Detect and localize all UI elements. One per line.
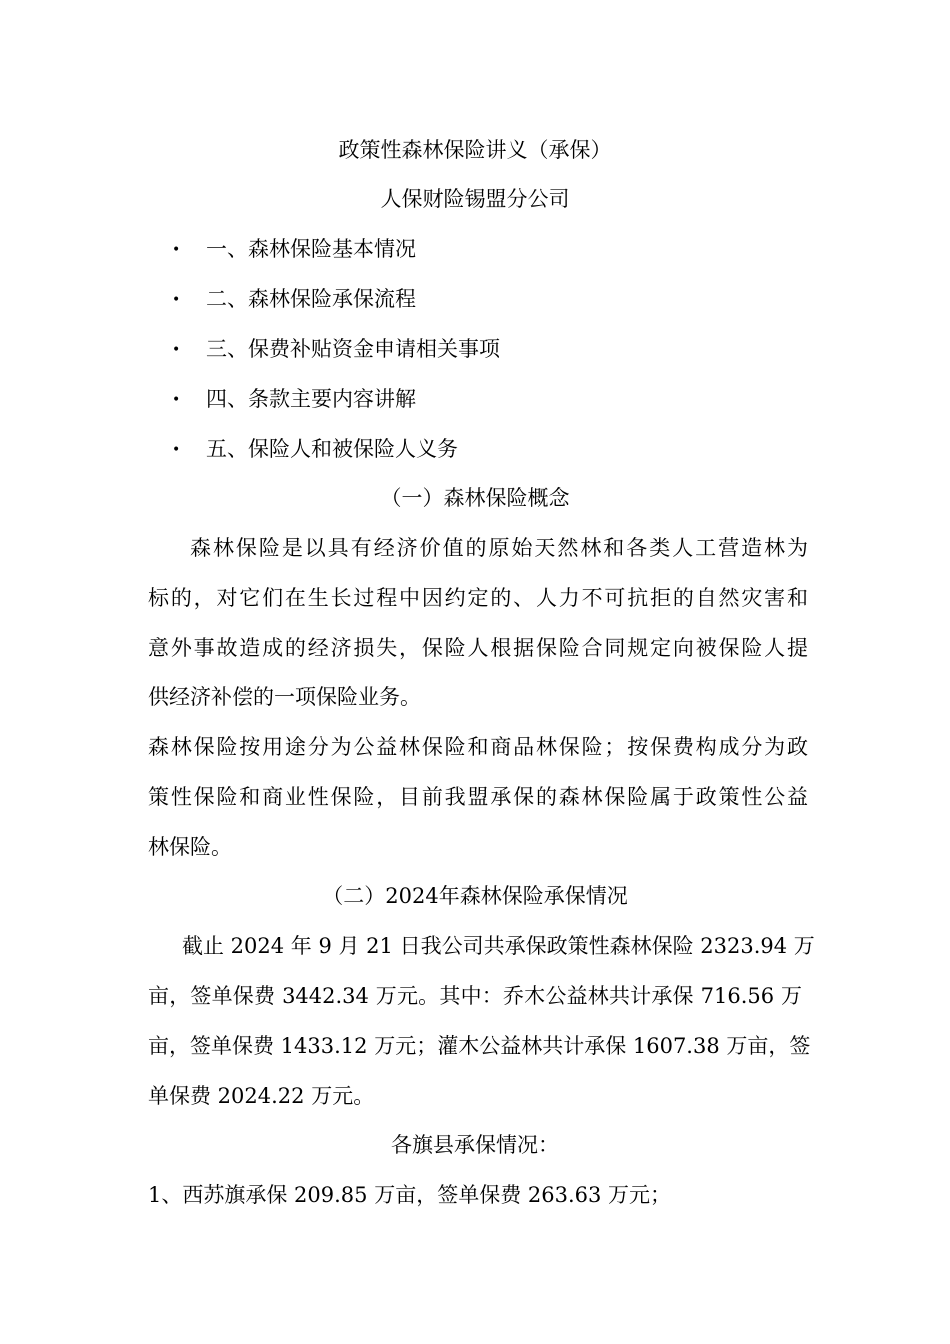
- bullet-icon: •: [172, 242, 181, 258]
- section2-para-line: 亩，签单保费 1433.12 万元；灌木公益林共计承保 1607.38 万亩，签: [148, 1034, 811, 1058]
- county-heading: 各旗县承保情况：: [391, 1133, 559, 1157]
- section2-para-line: 截止 2024 年 9 月 21 日我公司共承保政策性森林保险 2323.94 万: [182, 934, 815, 958]
- outline-item-4: [172, 384, 416, 415]
- outline-item-text: 二、森林保险承保流程: [206, 287, 416, 311]
- section1-para2-line: 林保险。: [148, 835, 232, 859]
- bullet-icon: •: [172, 292, 181, 308]
- bullet-icon: •: [172, 342, 181, 358]
- section1-para1-line: 供经济补偿的一项保险业务。: [148, 685, 421, 709]
- county-item: 1、西苏旗承保 209.85 万亩，签单保费 263.63 万元；: [148, 1183, 672, 1207]
- outline-item-1: [172, 234, 416, 265]
- outline-item-text: 四、条款主要内容讲解: [206, 387, 416, 411]
- outline-item-text: 五、保险人和被保险人义务: [206, 437, 458, 461]
- section1-para2-line: 森林保险按用途分为公益林保险和商品林保险；按保费构成分为政: [148, 735, 808, 759]
- section1-para2-line: 策性保险和商业性保险，目前我盟承保的森林保险属于政策性公益: [148, 785, 808, 809]
- section2-para-line: 亩，签单保费 3442.34 万元。其中：乔木公益林共计承保 716.56 万: [148, 984, 802, 1008]
- outline-item-2: [172, 284, 416, 315]
- outline-item-5: [172, 434, 458, 465]
- outline-item-text: 一、森林保险基本情况: [206, 237, 416, 261]
- section1-para1-line: 森林保险是以具有经济价值的原始天然林和各类人工营造林为: [190, 536, 808, 560]
- section1-para1-line: 标的，对它们在生长过程中因约定的、人力不可抗拒的自然灾害和: [148, 586, 808, 610]
- section2-para-line: 单保费 2024.22 万元。: [148, 1084, 375, 1108]
- document-title: 政策性森林保险讲义（承保）: [338, 138, 612, 162]
- bullet-icon: •: [172, 392, 181, 408]
- section1-heading: （一）森林保险概念: [380, 486, 570, 510]
- outline-item-text: 三、保费补贴资金申请相关事项: [206, 337, 500, 361]
- document-subtitle: 人保财险锡盟分公司: [380, 187, 570, 211]
- section2-heading: （二）2024年森林保险承保情况: [322, 884, 628, 908]
- bullet-icon: •: [172, 442, 181, 458]
- section1-para1-line: 意外事故造成的经济损失，保险人根据保险合同规定向被保险人提: [148, 636, 808, 660]
- outline-item-3: [172, 334, 500, 365]
